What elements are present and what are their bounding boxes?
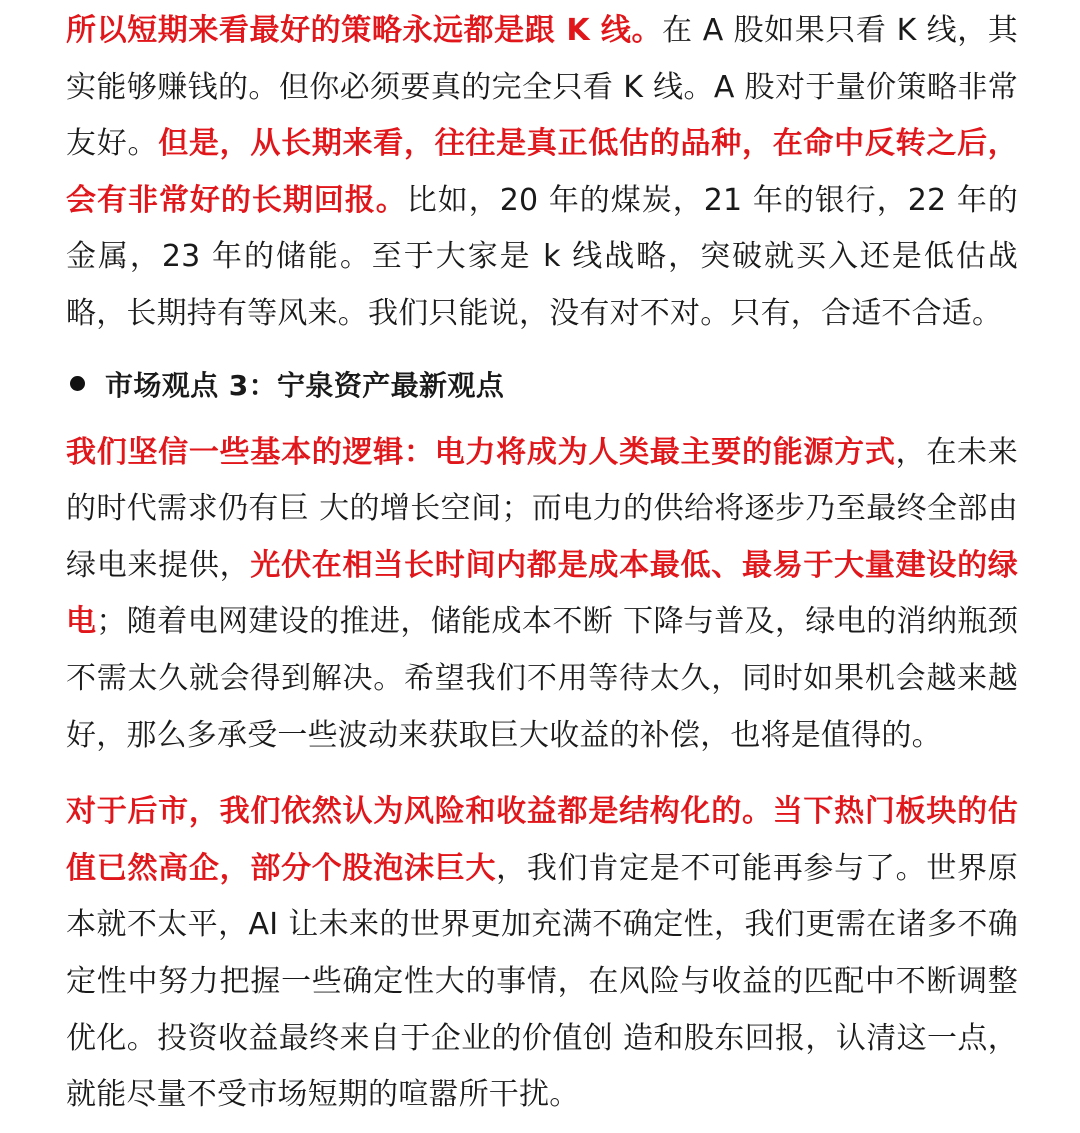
- section-heading-text: 市场观点 3：宁泉资产最新观点: [105, 368, 505, 402]
- highlight-text: 我们坚信一些基本的逻辑：电力将成为人类最主要的能源方式: [66, 434, 896, 470]
- highlight-text: 但是，从长期来看，往往是真正低估的品种，在命中反转之后，会有非常好的长期回报。: [66, 126, 1018, 218]
- section-heading: [66, 355, 1018, 413]
- highlight-text: 所以短期来看最好的策略永远都是跟 K 线。: [66, 13, 663, 48]
- body-text: ；随着电网建设的推进，储能成本不断 下降与普及，绿电的消纳瓶颈不需太久就会得到解决。希望我们不用等待太久，同时如果机会越来越好，那么多承受一些波动来获取巨大收益的补偿，也将是值得的。: [66, 604, 1018, 753]
- body-text: ，我们肯定是不可能再参与了。世界原本就不太平，AI 让未来的世界更加充满不确定性，我们更需在诸多不确定性中努力把握一些确定性大的事情，在风险与收益的匹配中不断调整优化。投资收益最终来自于企业的价值创 造和股东回报，认清这一点，就能尽量不受市场短期的喧嚣所干扰。: [66, 850, 1018, 1113]
- paragraph-power-logic: [66, 425, 1018, 765]
- paragraph-spacer: [66, 764, 1018, 784]
- paragraph-short-vs-long-term: [66, 3, 1018, 343]
- body-text: 在 A 股如果只看 K 线，其实能够赚钱的。但你必须要真的完全只看 K 线。A 股对于量价策略非常友好。: [66, 13, 1018, 162]
- body-text: 比如，20 年的煤炭，21 年的银行，22 年的金属，23 年的储能。至于大家是 k 线战略，突破就买入还是低估战略，长期持有等风来。我们只能说，没有对不对。只有，合适不合适。: [66, 182, 1018, 331]
- highlight-text: 光伏在相当长时间内都是成本最低、最易于大量建设的绿电: [66, 547, 1018, 640]
- body-text: ，在未来的时代需求仍有巨 大的增长空间；而电力的供给将逐步乃至最终全部由绿电来提供，: [66, 434, 1018, 583]
- bullet-dot-icon: [70, 376, 85, 391]
- highlight-text: 对于后市，我们依然认为风险和收益都是结构化的。当下热门板块的估值已然高企，部分个股泡沫巨大: [66, 794, 1018, 886]
- paragraph-market-outlook: [66, 784, 1018, 1124]
